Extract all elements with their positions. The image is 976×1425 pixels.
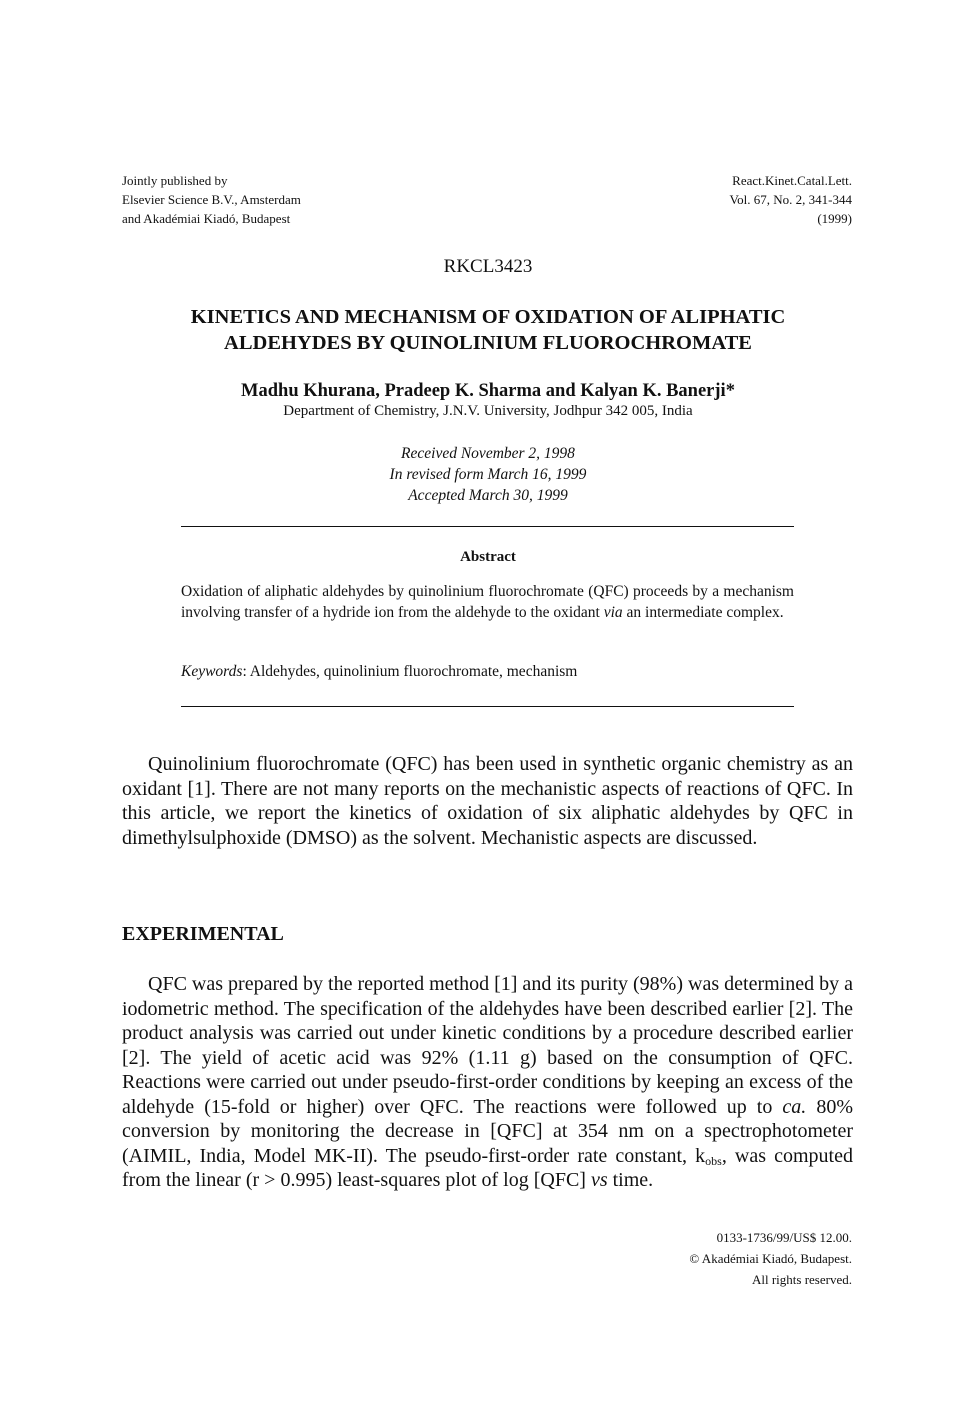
abstract-text <box>181 581 794 623</box>
affiliation: Department of Chemistry, J.N.V. University, Jodhpur 342 005, India <box>283 403 693 419</box>
paper-title <box>0 304 976 356</box>
received-date: Received November 2, 1998 <box>401 445 575 462</box>
divider-top <box>181 526 794 527</box>
experimental-paragraph <box>122 972 853 1193</box>
abstract-text-part: an intermediate complex. <box>622 604 784 621</box>
text-part: , was computed from the linear (r > 0.995) least-squares plot of log [QFC] <box>122 1144 853 1191</box>
issn-price: 0133-1736/99/US$ 12.00. <box>716 1230 852 1245</box>
italic-ca: ca. <box>782 1095 807 1118</box>
authors: Madhu Khurana, Pradeep K. Sharma and Kalyan K. Banerji* <box>241 381 735 401</box>
journal-citation <box>729 171 852 228</box>
journal-name: React.Kinet.Catal.Lett. <box>732 173 852 188</box>
text-part: QFC was prepared by the reported method [1] and its purity (98%) was determined by a iodometric method. The specification of the aldehydes have been described earlier [2]. The product analysis was carried out under kinetic conditions by a procedure described earlier [2]. The yield of acetic acid was 92% (1.11 g) based on the consumption of QFC. Reactions were carried out under pseudo-first-order conditions by keeping an excess of the aldehyde (15-fold or higher) over QFC. The reactions were followed up to <box>122 973 853 1118</box>
title-line: KINETICS AND MECHANISM OF OXIDATION OF ALIPHATIC <box>190 306 786 328</box>
copyright-footer <box>689 1227 852 1290</box>
keywords <box>181 663 794 681</box>
keywords-label: Keywords <box>181 663 243 680</box>
publisher-line: and Akadémiai Kiadó, Budapest <box>122 211 291 226</box>
keywords-list: : Aldehydes, quinolinium fluorochromate, mechanism <box>242 663 578 680</box>
copyright: © Akadémiai Kiadó, Budapest. <box>689 1251 852 1266</box>
journal-year: (1999) <box>817 211 852 226</box>
submission-dates <box>0 443 976 506</box>
section-heading-experimental: EXPERIMENTAL <box>122 923 284 945</box>
publisher-info <box>122 171 301 228</box>
abstract-text-part: Oxidation of aliphatic aldehydes by quinolinium fluorochromate (QFC) proceeds by a mechanism involving transfer of a hydride ion from the aldehyde to the oxidant <box>181 583 794 621</box>
text-part: time. <box>607 1169 654 1191</box>
rights: All rights reserved. <box>751 1272 852 1287</box>
subscript-obs: obs <box>705 1153 722 1168</box>
publisher-line: Elsevier Science B.V., Amsterdam <box>122 192 301 207</box>
article-code: RKCL3423 <box>443 256 533 277</box>
italic-vs: vs <box>590 1169 608 1191</box>
text-part: 80% conversion by monitoring the decrease in [QFC] at 354 nm on a spectrophotometer (AIMIL, India, Model MK-II). The pseudo-first-order rate constant, k <box>122 1095 853 1167</box>
journal-volume: Vol. 67, No. 2, 341-344 <box>729 192 852 207</box>
revised-date: In revised form March 16, 1999 <box>389 466 587 483</box>
abstract-heading: Abstract <box>460 549 516 565</box>
title-line: ALDEHYDES BY QUINOLINIUM FLUOROCHROMATE <box>224 332 752 354</box>
intro-paragraph: Quinolinium fluorochromate (QFC) has been used in synthetic organic chemistry as an oxidant [1]. There are not many reports on the mechanistic aspects of reactions of QFC. In this article, we report the kinetics of oxidation of six aliphatic aldehydes by QFC in dimethylsulphoxide (DMSO) as the solvent. Mechanistic aspects are discussed. <box>122 753 853 849</box>
accepted-date: Accepted March 30, 1999 <box>408 487 568 504</box>
publisher-line: Jointly published by <box>122 173 228 188</box>
divider-bottom <box>181 706 794 707</box>
abstract-italic-via: via <box>603 604 623 621</box>
